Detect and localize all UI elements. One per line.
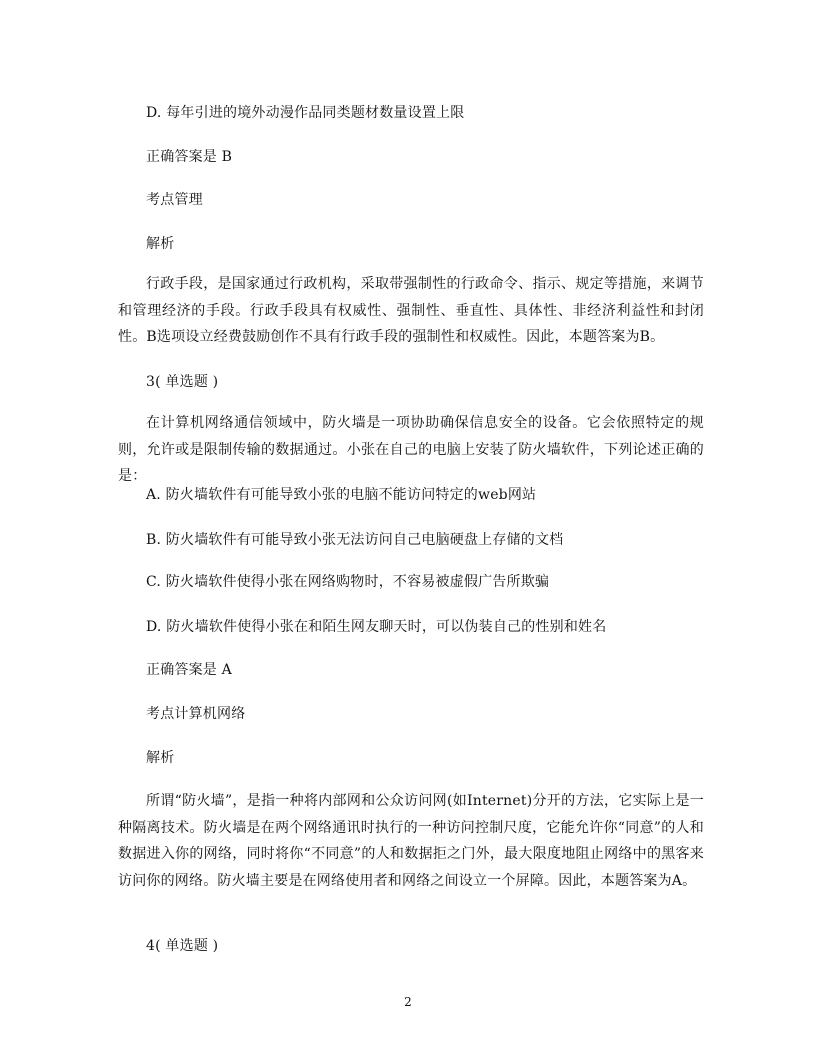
q2-analysis-label: 解析 [146, 236, 175, 252]
q4-header: 4( 单选题 ) [146, 938, 219, 954]
q3-analysis-text: 所谓“防火墙”，是指一种将内部网和公众访问网(如Internet)分开的方法，它实际上是一种隔离技术。防火墙是在两个网络通讯时执行的一种访问控制尺度，它能允许你“同意”的人和数据进入你的网络，同时将你“不同意”的人和数据拒之门外，最大限度地阻止网络中的黑客来访问你的网络。防火墙主要是在网络使用者和网络之间设立一个屏障。因此，本题答案为A。 [118, 793, 704, 889]
q3-header: 3( 单选题 ) [146, 374, 219, 390]
q3-option-c: C. 防火墙软件使得小张在网络购物时，不容易被虚假广告所欺骗 [146, 574, 550, 590]
q2-option-d: D. 每年引进的境外动漫作品同类题材数量设置上限 [146, 105, 465, 121]
q3-stem: 在计算机网络通信领域中，防火墙是一项协助确保信息安全的设备。它会依照特定的规则，允许或是限制传输的数据通过。小张在自己的电脑上安装了防火墙软件，下列论述正确的是： [118, 415, 704, 484]
q3-option-b: B. 防火墙软件有可能导致小张无法访问自己电脑硬盘上存储的文档 [146, 532, 564, 548]
q3-option-a: A. 防火墙软件有可能导致小张的电脑不能访问特定的web网站 [146, 487, 537, 503]
q2-correct-answer: 正确答案是 B [146, 149, 233, 165]
page-number: 2 [404, 995, 412, 1009]
q2-topic: 考点管理 [146, 192, 203, 208]
q2-analysis-text: 行政手段，是国家通过行政机构，采取带强制性的行政命令、指示、规定等措施，来调节和管理经济的手段。行政手段具有权威性、强制性、垂直性、具体性、非经济利益性和封闭性。B选项设立经费鼓励创作不具有行政手段的强制性和权威性。因此，本题答案为B。 [118, 276, 704, 345]
q3-option-d: D. 防火墙软件使得小张在和陌生网友聊天时，可以伪装自己的性别和姓名 [146, 619, 607, 635]
q3-analysis-label: 解析 [146, 750, 175, 766]
q3-correct-answer: 正确答案是 A [146, 662, 232, 678]
q3-topic: 考点计算机网络 [146, 706, 246, 722]
